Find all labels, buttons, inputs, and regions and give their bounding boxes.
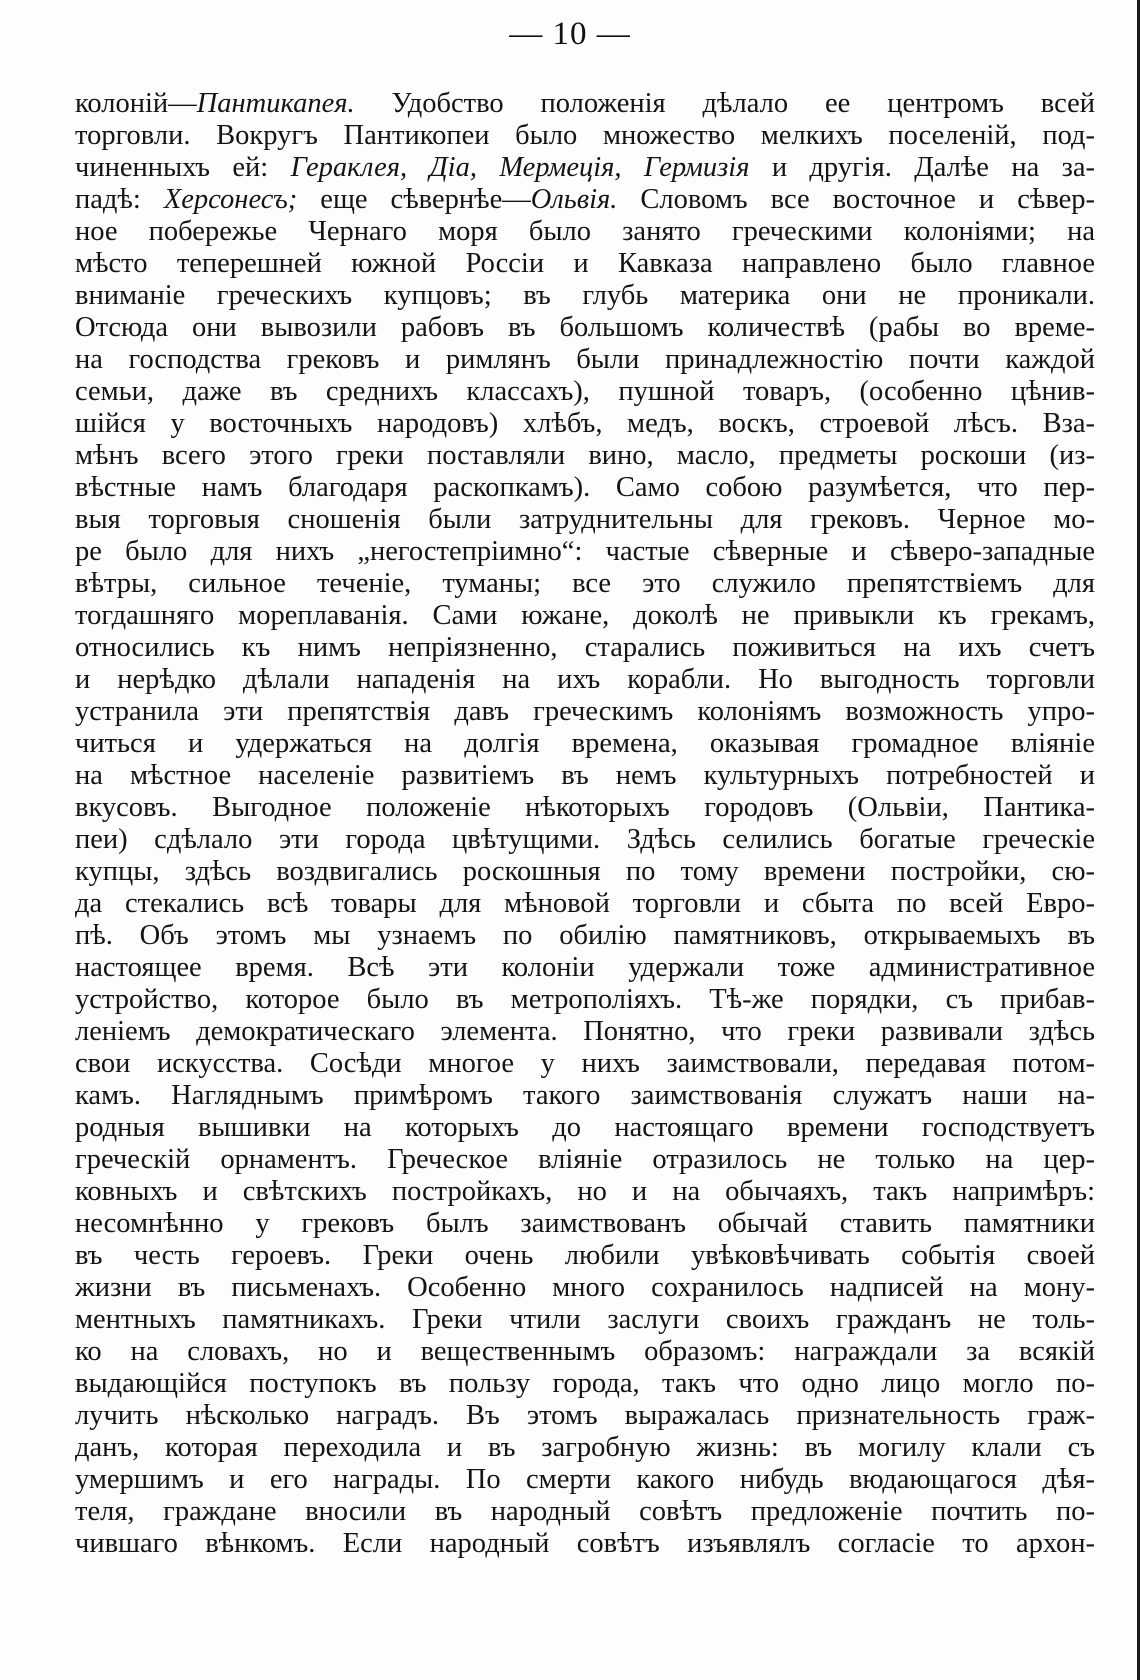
text-line — [75, 632, 1095, 664]
text-line — [75, 216, 1095, 248]
text-segment: чиненныхъ ей: — [75, 152, 291, 183]
text-segment: мѣнъ всего этого греки поставляли вино, масло, предметы роскоши (из- — [75, 440, 1095, 471]
text-segment: леніемъ демократическаго элемента. Понятно, что греки развивали здѣсь — [75, 1016, 1095, 1047]
text-line — [75, 1496, 1095, 1528]
text-line — [75, 440, 1095, 472]
text-line — [75, 1144, 1095, 1176]
page-number: — 10 — — [509, 16, 631, 52]
text-line — [75, 184, 1095, 216]
text-line — [75, 120, 1095, 152]
text-line — [75, 1432, 1095, 1464]
text-segment: выдающійся поступокъ въ пользу города, такъ что одно лицо могло по- — [75, 1368, 1095, 1399]
text-line — [75, 856, 1095, 888]
text-line — [75, 824, 1095, 856]
text-segment: жизни въ письменахъ. Особенно много сохранилось надписей на мону- — [75, 1272, 1095, 1303]
text-segment: вѣстные намъ благодаря раскопкамъ). Само собою разумѣется, что пер- — [75, 472, 1095, 503]
text-line — [75, 1208, 1095, 1240]
text-line — [75, 1368, 1095, 1400]
text-line — [75, 152, 1095, 184]
text-segment: настоящее время. Всѣ эти колоніи удержали тоже административное — [75, 952, 1095, 983]
text-line — [75, 728, 1095, 760]
body-text — [75, 88, 1095, 1560]
text-line — [75, 1464, 1095, 1496]
text-line — [75, 88, 1095, 120]
text-line — [75, 1240, 1095, 1272]
text-line — [75, 344, 1095, 376]
text-segment: ментныхъ памятникахъ. Греки чтили заслуги своихъ гражданъ не толь- — [75, 1304, 1095, 1335]
text-segment: свои искусства. Сосѣди многое у нихъ заимствовали, передавая потом- — [75, 1048, 1095, 1079]
text-segment: семьи, даже въ среднихъ классахъ), пушной товаръ, (особенно цѣнив- — [75, 376, 1095, 407]
text-segment: чившаго вѣнкомъ. Если народный совѣтъ изъявлялъ согласіе то архон- — [75, 1528, 1095, 1559]
text-line — [75, 408, 1095, 440]
text-line — [75, 696, 1095, 728]
text-segment: читься и удержаться на долгія времена, оказывая громадное вліяніе — [75, 728, 1095, 759]
text-segment: на мѣстное населеніе развитіемъ въ немъ культурныхъ потребностей и — [75, 760, 1095, 791]
text-line — [75, 952, 1095, 984]
italic-name: Пантикапея. — [196, 88, 355, 119]
text-segment: ко на словахъ, но и вещественнымъ образомъ: награждали за всякій — [75, 1336, 1095, 1367]
text-segment: Отсюда они вывозили рабовъ въ большомъ количествѣ (рабы во време- — [75, 312, 1095, 343]
text-segment: ное побережье Чернаго моря было занято греческими колоніями; на — [75, 216, 1095, 247]
italic-name: Ольвія. — [530, 184, 618, 215]
text-line — [75, 760, 1095, 792]
text-segment: Удобство положенія дѣлало ее центромъ всей — [354, 88, 1095, 119]
text-line — [75, 888, 1095, 920]
text-line — [75, 600, 1095, 632]
text-segment: купцы, здѣсь воздвигались роскошныя по тому времени постройки, сю- — [75, 856, 1095, 887]
text-segment: и нерѣдко дѣлали нападенія на ихъ корабли. Но выгодность торговли — [75, 664, 1095, 695]
text-segment: пѣ. Объ этомъ мы узнаемъ по обилію памятниковъ, открываемыхъ въ — [75, 920, 1095, 951]
text-segment: Словомъ все восточное и сѣвер- — [617, 184, 1095, 215]
text-segment: несомнѣнно у грековъ былъ заимствованъ обычай ставить памятники — [75, 1208, 1095, 1239]
text-line — [75, 1048, 1095, 1080]
text-segment: торговли. Вокругъ Пантикопеи было множество мелкихъ поселеній, под- — [75, 120, 1095, 151]
text-segment: въ честь героевъ. Греки очень любили увѣковѣчивать событія своей — [75, 1240, 1095, 1271]
text-segment: колоній— — [75, 88, 197, 119]
italic-name: Гераклея, Діа, Мермеція, Гермизія — [290, 152, 750, 183]
text-line — [75, 1336, 1095, 1368]
text-segment: выя торговыя сношенія были затруднительны для грековъ. Черное мо- — [75, 504, 1095, 535]
text-segment: умершимъ и его награды. По смерти какого нибудь вюдающагося дѣя- — [75, 1464, 1095, 1495]
text-line — [75, 568, 1095, 600]
text-segment: лучить нѣсколько наградъ. Въ этомъ выражалась признательность граж- — [75, 1400, 1095, 1431]
text-segment: греческій орнаментъ. Греческое вліяніе отразилось не только на цер- — [75, 1144, 1095, 1175]
text-line — [75, 1304, 1095, 1336]
text-segment: еще сѣвернѣе— — [297, 184, 531, 215]
text-line — [75, 504, 1095, 536]
text-line — [75, 312, 1095, 344]
text-segment: родныя вышивки на которыхъ до настоящаго времени господствуетъ — [75, 1112, 1095, 1143]
text-segment: устранила эти препятствія давъ греческимъ колоніямъ возможность упро- — [75, 696, 1095, 727]
text-segment: камъ. Нагляднымъ примѣромъ такого заимствованія служатъ наши на- — [75, 1080, 1095, 1111]
text-line — [75, 664, 1095, 696]
text-segment: относились къ нимъ непріязненно, старались поживиться на ихъ счетъ — [75, 632, 1095, 663]
text-segment: вкусовъ. Выгодное положеніе нѣкоторыхъ городовъ (Ольвіи, Пантика- — [75, 792, 1095, 823]
text-segment: устройство, которое было въ метрополіяхъ. Тѣ-же порядки, съ прибав- — [75, 984, 1095, 1015]
text-line — [75, 248, 1095, 280]
text-line — [75, 472, 1095, 504]
text-segment: падѣ: — [75, 184, 164, 215]
text-segment: и другія. Далѣе на за- — [749, 152, 1095, 183]
text-segment: мѣсто теперешней южной Россіи и Кавказа направлено было главное — [75, 248, 1095, 279]
text-segment: вѣтры, сильное теченіе, туманы; все это служило препятствіемъ для — [75, 568, 1095, 599]
text-segment: пеи) сдѣлало эти города цвѣтущими. Здѣсь селились богатые греческіе — [75, 824, 1095, 855]
text-line — [75, 1528, 1095, 1560]
text-segment: на господства грековъ и римлянъ были принадлежностію почти каждой — [75, 344, 1095, 375]
text-line — [75, 1400, 1095, 1432]
text-line — [75, 920, 1095, 952]
text-line — [75, 536, 1095, 568]
text-segment: шійся у восточныхъ народовъ) хлѣбъ, медъ, воскъ, строевой лѣсъ. Вза- — [75, 408, 1095, 439]
text-segment: ковныхъ и свѣтскихъ постройкахъ, но и на обычаяхъ, такъ напримѣръ: — [75, 1176, 1095, 1207]
text-line — [75, 376, 1095, 408]
text-segment: теля, граждане вносили въ народный совѣтъ предложеніе почтить по- — [75, 1496, 1095, 1527]
text-line — [75, 1112, 1095, 1144]
italic-name: Херсонесъ; — [163, 184, 298, 215]
text-line — [75, 1080, 1095, 1112]
text-line — [75, 1016, 1095, 1048]
text-segment: вниманіе греческихъ купцовъ; въ глубь материка они не проникали. — [75, 280, 1095, 311]
text-segment: да стекались всѣ товары для мѣновой торговли и сбыта по всей Евро- — [75, 888, 1095, 919]
text-segment: тогдашняго мореплаванія. Сами южане, доколѣ не привыкли къ грекамъ, — [75, 600, 1095, 631]
text-line — [75, 792, 1095, 824]
text-segment: ре было для нихъ „негостепріимно“: частые сѣверные и сѣверо-западные — [75, 536, 1095, 567]
text-line — [75, 280, 1095, 312]
text-segment: данъ, которая переходила и въ загробную жизнь: въ могилу клали съ — [75, 1432, 1095, 1463]
text-line — [75, 984, 1095, 1016]
text-line — [75, 1176, 1095, 1208]
text-line — [75, 1272, 1095, 1304]
